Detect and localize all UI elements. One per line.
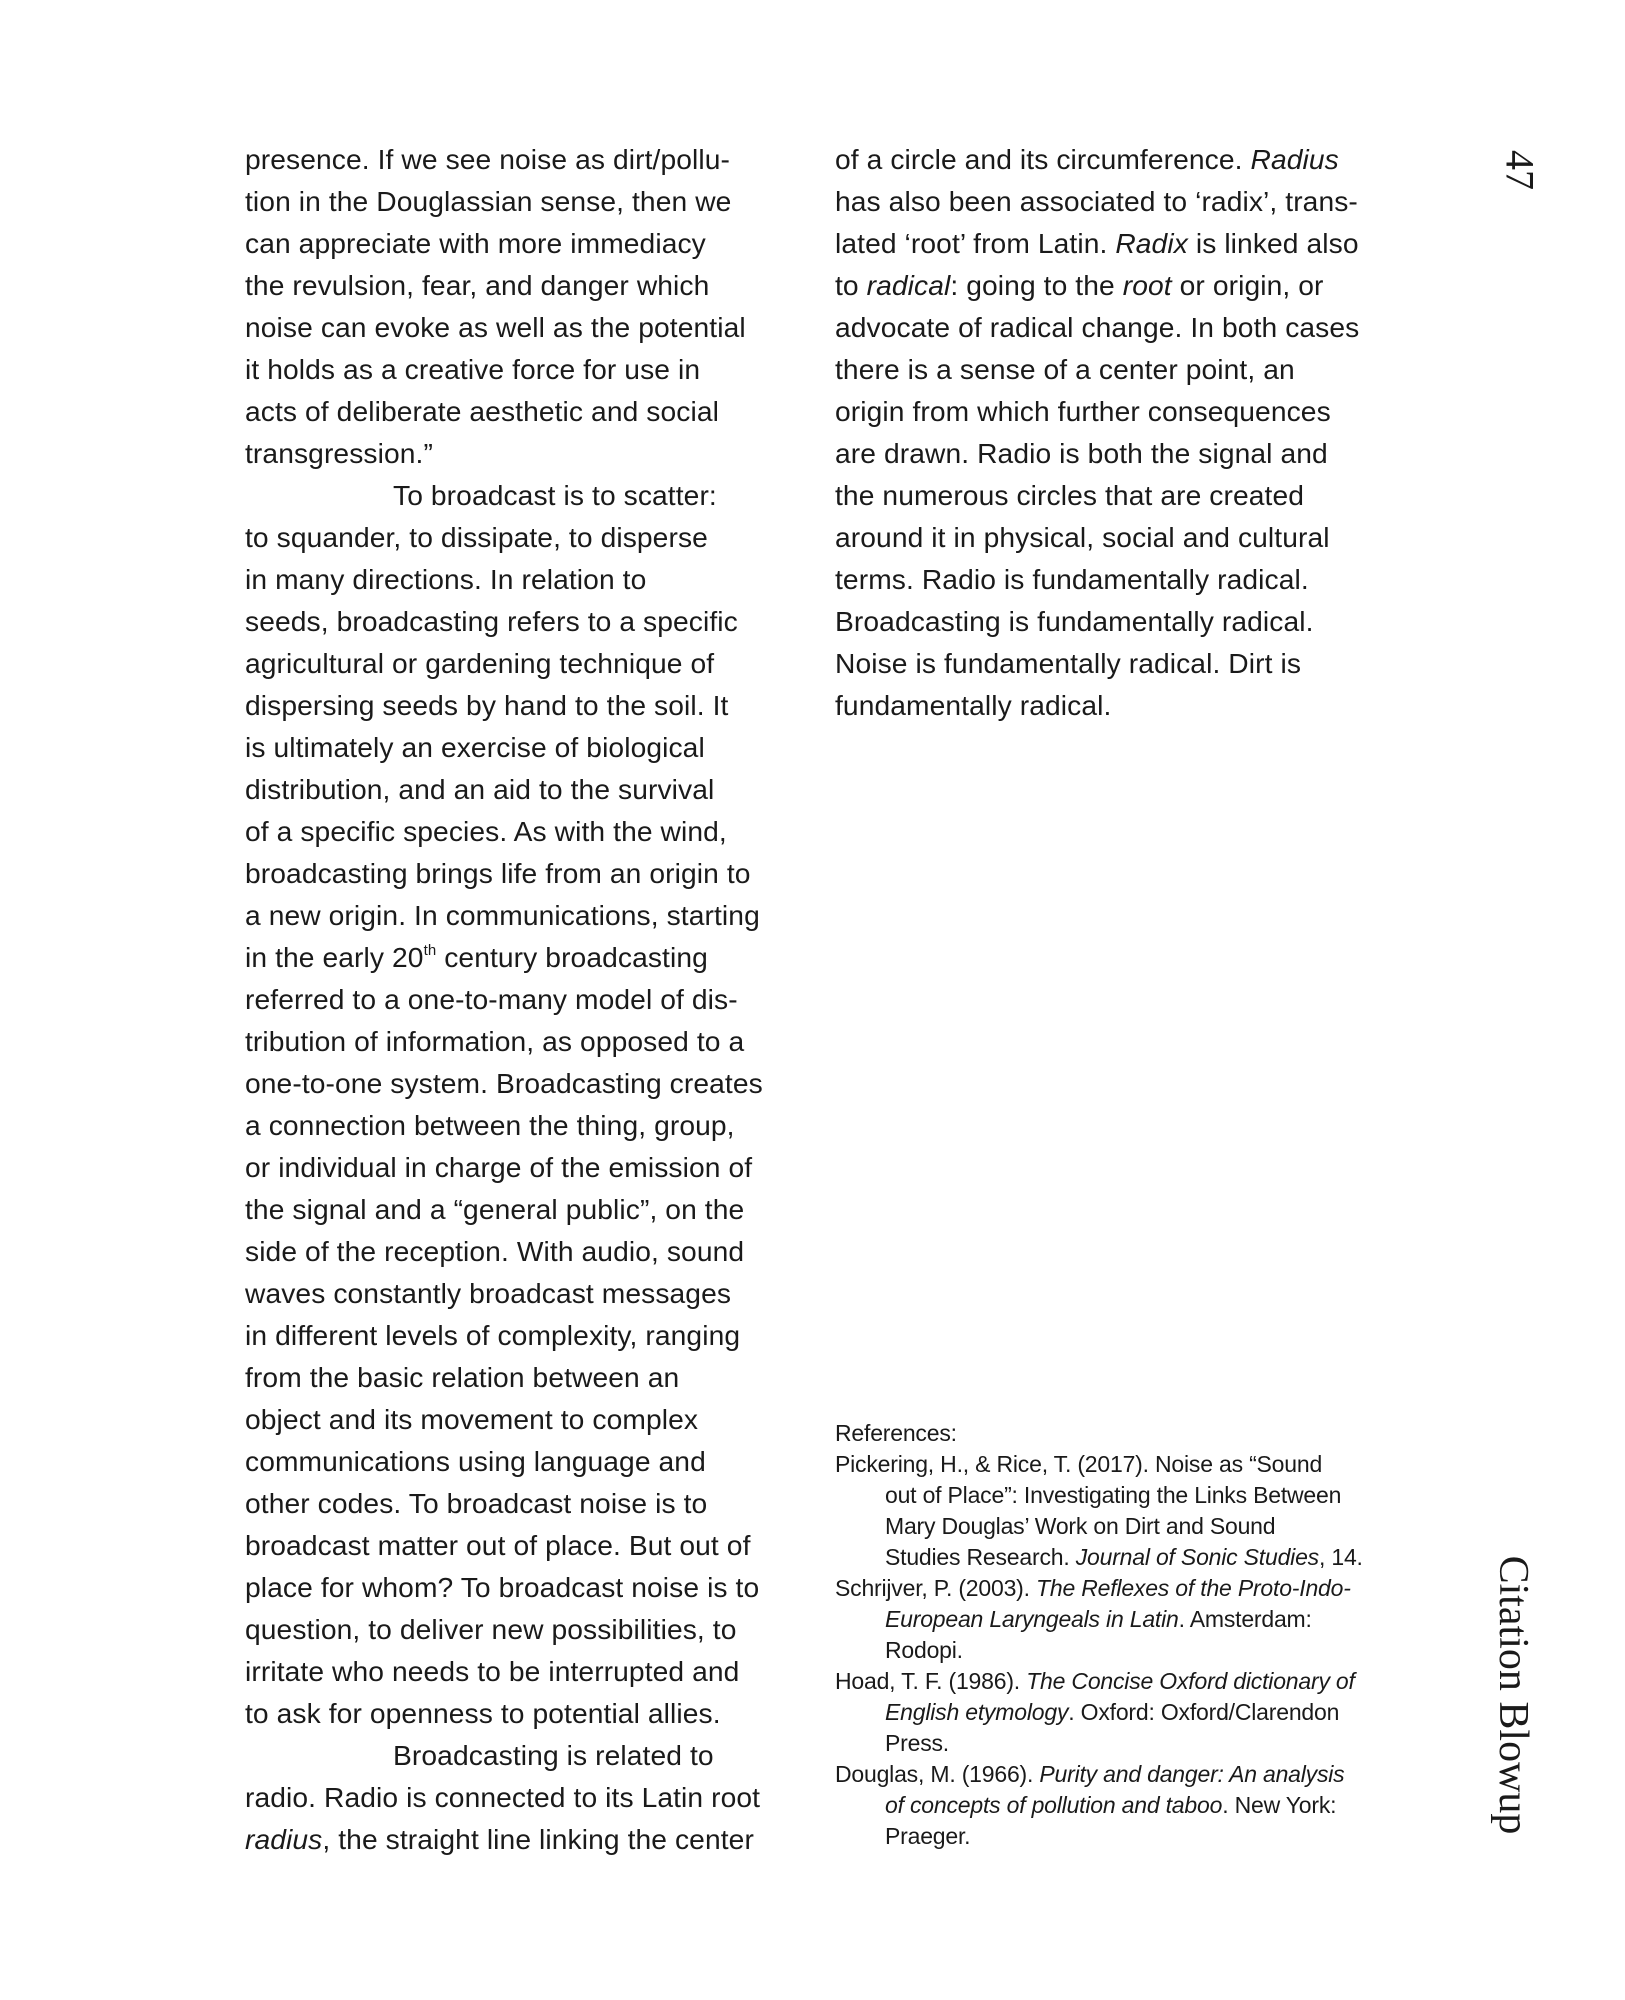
text-run: Douglas, M. (1966). — [835, 1761, 1040, 1787]
text-line: distribution, and an aid to the survival — [245, 773, 715, 805]
reference-line — [835, 1666, 1395, 1697]
text-line: it holds as a creative force for use in — [245, 353, 701, 385]
text-line: acts of deliberate aesthetic and social — [245, 395, 719, 427]
italic-term: root — [1122, 269, 1172, 301]
text-line: place for whom? To broadcast noise is to — [245, 1571, 760, 1603]
running-section-title — [1478, 1550, 1548, 1840]
text-line — [835, 222, 1395, 264]
text-line: the numerous circles that are created — [835, 479, 1305, 511]
text-run: is linked also — [1187, 227, 1359, 259]
references-heading: References: — [835, 1420, 957, 1446]
text-line: or individual in charge of the emission of — [245, 1151, 753, 1183]
text-line: to squander, to dissipate, to disperse — [245, 521, 708, 553]
text-line: of a specific species. As with the wind, — [245, 815, 727, 847]
text-line: in many directions. In relation to — [245, 563, 647, 595]
reference-line: Mary Douglas’ Work on Dirt and Sound — [885, 1513, 1276, 1539]
italic-title: English etymology — [885, 1699, 1069, 1725]
text-line: noise can evoke as well as the potential — [245, 311, 746, 343]
italic-title: European Laryngeals in Latin — [885, 1606, 1179, 1632]
text-run: century broadcasting — [436, 941, 708, 973]
text-run: Hoad, T. F. (1986). — [835, 1668, 1027, 1694]
text-line: has also been associated to ‘radix’, trans- — [835, 185, 1358, 217]
text-line: origin from which further consequences — [835, 395, 1331, 427]
reference-line — [835, 1759, 1395, 1790]
references-section — [835, 1418, 1395, 1852]
text-line: communications using language and — [245, 1445, 706, 1477]
text-run: to — [835, 269, 867, 301]
reference-line: Press. — [885, 1730, 949, 1756]
text-run: . Oxford: Oxford/Clarendon — [1068, 1699, 1340, 1725]
text-line: question, to deliver new possibilities, to — [245, 1613, 737, 1645]
reference-line: Praeger. — [885, 1823, 971, 1849]
text-run: . Amsterdam: — [1178, 1606, 1312, 1632]
text-line: is ultimately an exercise of biological — [245, 731, 705, 763]
body-text-left-column — [245, 138, 805, 1860]
superscript: th — [423, 942, 437, 959]
text-line: advocate of radical change. In both cases — [835, 311, 1360, 343]
text-line: Broadcasting is fundamentally radical. — [835, 605, 1314, 637]
text-line — [245, 1818, 805, 1860]
reference-entry — [835, 1759, 1395, 1852]
text-line: broadcasting brings life from an origin to — [245, 857, 751, 889]
reference-line — [835, 1542, 1395, 1573]
body-text-right-column — [835, 138, 1395, 726]
text-line: the revulsion, fear, and danger which — [245, 269, 710, 301]
text-line: a connection between the thing, group, — [245, 1109, 735, 1141]
text-line: terms. Radio is fundamentally radical. — [835, 563, 1309, 595]
italic-title: The Concise Oxford dictionary of — [1026, 1668, 1355, 1694]
text-run: . New York: — [1222, 1792, 1337, 1818]
text-line: tion in the Douglassian sense, then we — [245, 185, 732, 217]
reference-entry — [835, 1449, 1395, 1573]
reference-line — [835, 1604, 1395, 1635]
text-line: irritate who needs to be interrupted and — [245, 1655, 740, 1687]
text-line: presence. If we see noise as dirt/pollu- — [245, 143, 731, 175]
text-run: in the early 20 — [245, 941, 424, 973]
text-line: the signal and a “general public”, on the — [245, 1193, 745, 1225]
section-title-text: Citation Blowup — [1490, 1555, 1536, 1835]
reference-entry — [835, 1666, 1395, 1759]
text-line — [245, 936, 805, 978]
text-line: seeds, broadcasting refers to a specific — [245, 605, 738, 637]
text-line: other codes. To broadcast noise is to — [245, 1487, 708, 1519]
reference-line — [835, 1573, 1395, 1604]
reference-line — [835, 1790, 1395, 1821]
text-run: or origin, or — [1171, 269, 1324, 301]
text-line: broadcast matter out of place. But out of — [245, 1529, 751, 1561]
italic-term: Radius — [1250, 143, 1339, 175]
reference-line: Pickering, H., & Rice, T. (2017). Noise as “Sound — [835, 1451, 1323, 1477]
text-line: radio. Radio is connected to its Latin root — [245, 1781, 761, 1813]
text-line: waves constantly broadcast messages — [245, 1277, 732, 1309]
text-line: to ask for openness to potential allies. — [245, 1697, 721, 1729]
text-line: fundamentally radical. — [835, 689, 1112, 721]
text-run: of a circle and its circumference. — [835, 143, 1251, 175]
italic-term: radical — [866, 269, 951, 301]
italic-title: The Reflexes of the Proto-Indo- — [1036, 1575, 1351, 1601]
text-line: side of the reception. With audio, sound — [245, 1235, 745, 1267]
text-line: object and its movement to complex — [245, 1403, 699, 1435]
text-run: lated ‘root’ from Latin. — [835, 227, 1116, 259]
italic-title: Purity and danger: An analysis — [1039, 1761, 1345, 1787]
text-run: Studies Research. — [885, 1544, 1076, 1570]
text-line — [835, 138, 1395, 180]
reference-line: Rodopi. — [885, 1637, 963, 1663]
text-line — [835, 264, 1395, 306]
text-line: one-to-one system. Broadcasting creates — [245, 1067, 763, 1099]
reference-entry — [835, 1573, 1395, 1666]
italic-title: of concepts of pollution and taboo — [885, 1792, 1223, 1818]
text-line: agricultural or gardening technique of — [245, 647, 715, 679]
text-line: are drawn. Radio is both the signal and — [835, 437, 1328, 469]
text-line: from the basic relation between an — [245, 1361, 680, 1393]
italic-term: radius — [245, 1823, 323, 1855]
reference-line: out of Place”: Investigating the Links Between — [885, 1482, 1342, 1508]
reference-line — [835, 1697, 1395, 1728]
page-number-text: 47 — [1497, 150, 1543, 190]
text-line: referred to a one-to-many model of dis- — [245, 983, 738, 1015]
paragraph-start-line: To broadcast is to scatter: — [393, 479, 717, 511]
page-number — [1497, 140, 1543, 200]
paragraph-start-line: Broadcasting is related to — [393, 1739, 714, 1771]
italic-title: Journal of Sonic Studies — [1075, 1544, 1319, 1570]
text-run: , the straight line linking the center — [322, 1823, 754, 1855]
text-run: Schrijver, P. (2003). — [835, 1575, 1036, 1601]
text-line: there is a sense of a center point, an — [835, 353, 1295, 385]
text-line: Noise is fundamentally radical. Dirt is — [835, 647, 1302, 679]
text-line: tribution of information, as opposed to a — [245, 1025, 745, 1057]
text-line: in different levels of complexity, ranging — [245, 1319, 741, 1351]
text-line: around it in physical, social and cultural — [835, 521, 1330, 553]
italic-term: Radix — [1115, 227, 1188, 259]
text-line: dispersing seeds by hand to the soil. It — [245, 689, 729, 721]
text-line: a new origin. In communications, starting — [245, 899, 760, 931]
text-line: transgression.” — [245, 437, 433, 469]
text-run: : going to the — [950, 269, 1123, 301]
text-line: can appreciate with more immediacy — [245, 227, 706, 259]
text-run: , 14. — [1318, 1544, 1363, 1570]
